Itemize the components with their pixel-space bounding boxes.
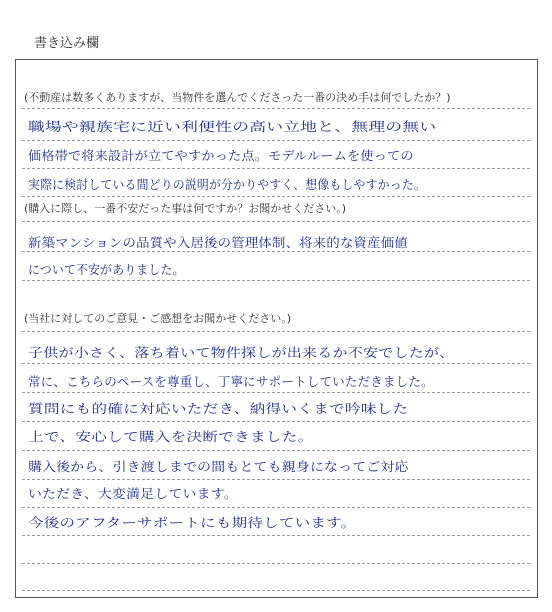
- ruled-line: [22, 535, 530, 536]
- ruled-line: [22, 331, 530, 332]
- form-title: 書き込み欄: [34, 36, 100, 51]
- answer-line: 購入後から、引き渡しまでの間もとても親身になってご対応: [28, 459, 409, 474]
- ruled-line: [22, 140, 530, 141]
- answer-line: 職場や親族宅に近い利便性の高い立地と、無理の無い: [28, 119, 437, 134]
- answer-line: 新築マンションの品質や入居後の管理体制、将来的な資産価値: [28, 235, 408, 250]
- question-feedback: (当社に対してのご意見・ご感想をお聞かせください。): [24, 312, 292, 325]
- ruled-line: [22, 221, 530, 222]
- answer-line: 質問にも的確に対応いただき、納得いくまで吟味した: [28, 401, 409, 416]
- ruled-line: [22, 363, 530, 364]
- answer-line: 上で、安心して購入を決断できました。: [28, 429, 314, 444]
- ruled-line: [22, 392, 530, 393]
- ruled-line: [22, 108, 530, 109]
- ruled-line: [22, 168, 530, 169]
- answer-line: 常に、こちらのペースを尊重し、丁寧にサポートしていただきました。: [28, 374, 434, 389]
- answer-line: いただき、大変満足しています。: [28, 486, 238, 501]
- ruled-line: [22, 479, 530, 480]
- answer-line: 実際に検討している間どりの説明が分かりやすく、想像もしやすかった。: [28, 177, 426, 192]
- ruled-line: [22, 450, 530, 451]
- question-concerns: (購入に際し、一番不安だった事は何ですか？お聞かせください。): [24, 202, 347, 215]
- answer-line: 価格帯で将来設計が立てやすかった点。モデルルームを使っての: [28, 148, 414, 163]
- ruled-line: [22, 251, 530, 252]
- question-deciding-factor: (不動産は数多くありますが、当物件を選んでくださった一番の決め手は何でしたか？): [24, 91, 451, 104]
- answer-line: 今後のアフターサポートにも期待しています。: [28, 515, 357, 530]
- ruled-line: [22, 590, 530, 591]
- answer-line: 子供が小さく、落ち着いて物件探しが出来るか不安でしたが、: [28, 345, 455, 360]
- ruled-line: [22, 280, 530, 281]
- ruled-line: [22, 507, 530, 508]
- answer-line: について不安がありました。: [28, 262, 185, 277]
- ruled-line: [22, 563, 530, 564]
- ruled-line: [22, 196, 530, 197]
- ruled-line: [22, 421, 530, 422]
